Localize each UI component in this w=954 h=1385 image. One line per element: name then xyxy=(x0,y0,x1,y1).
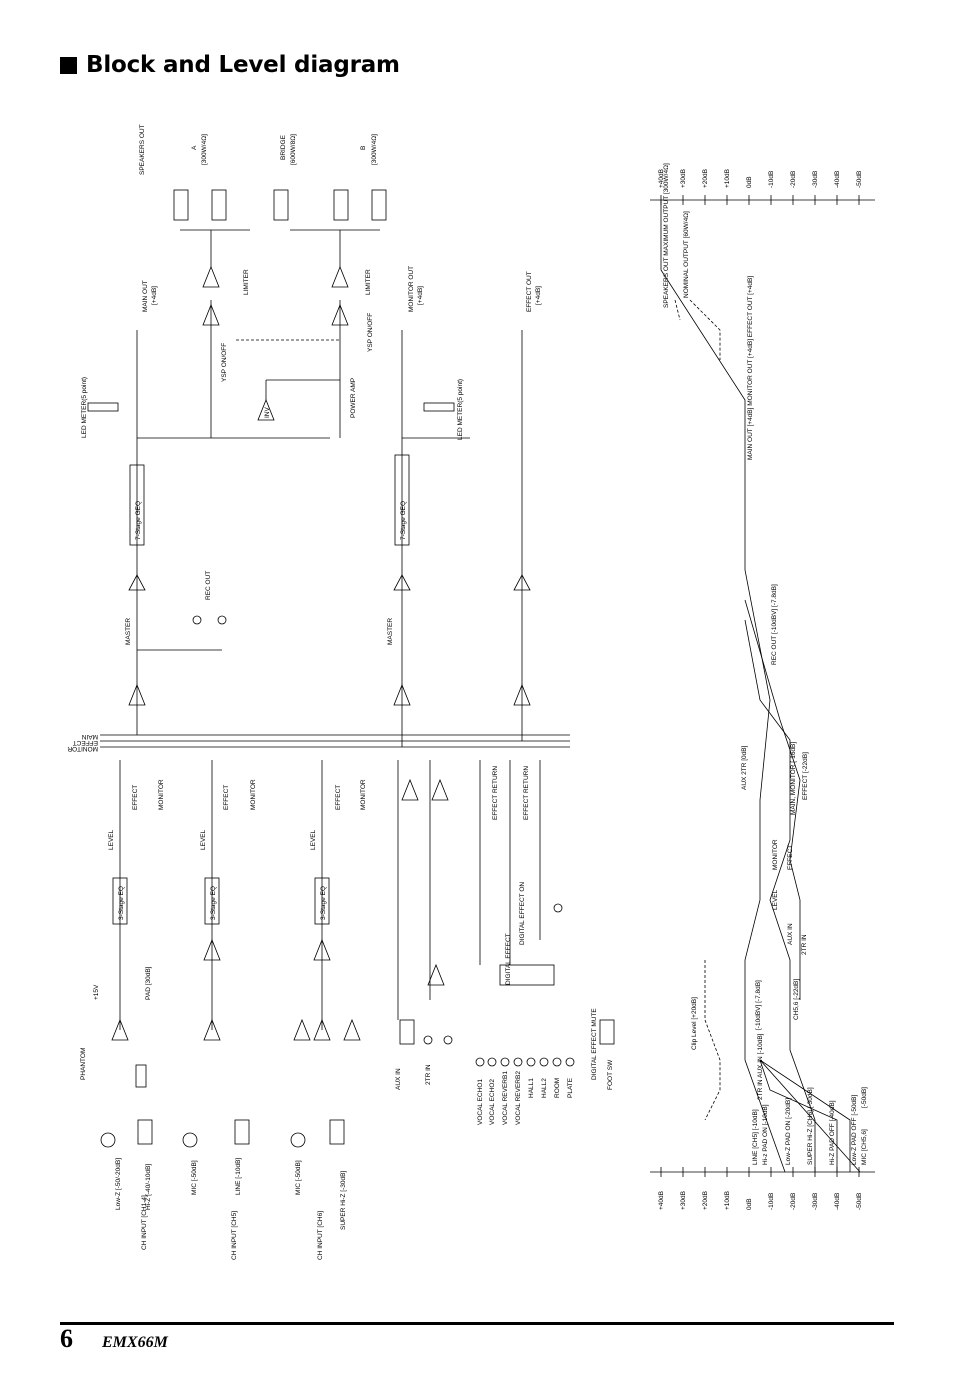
label-out-b: B xyxy=(360,145,367,150)
label-pad: PAD [30dB] xyxy=(145,966,152,1000)
tick-top-9: -50dB xyxy=(856,170,863,188)
label-super-hiz: SUPER Hi-Z [CH6] [-30dB] xyxy=(807,1087,814,1165)
tick-top-2: +20dB xyxy=(702,169,709,188)
label-minus50: [-50dB] xyxy=(861,1087,868,1108)
label-speakers-out: SPEAKERS OUT xyxy=(139,124,146,175)
tick-bottom-0: +40dB xyxy=(658,1191,665,1210)
label-out-a: A xyxy=(191,145,198,150)
label-digital-effect-mute: DIGITAL EFFECT MUTE xyxy=(591,1008,598,1080)
tick-top-8: -40dB xyxy=(834,170,841,188)
label-preset-3: VOCAL REVERB2 xyxy=(515,1071,522,1125)
tick-top-7: -30dB xyxy=(812,170,819,188)
tick-top-1: +30dB xyxy=(680,169,687,188)
label-line: LINE [-10dB] xyxy=(235,1157,242,1195)
label-super-hi-z: SUPER Hi-Z [-30dB] xyxy=(340,1170,347,1230)
label-speakers-max: SPEAKERS OUT MAXIMUM OUTPUT [300W/4Ω] xyxy=(663,163,670,308)
label-ch-10dbv: [-10dBV] [-7.8dB] xyxy=(755,980,762,1030)
label-preset-4: HALL1 xyxy=(528,1078,535,1098)
label-bridge: BRIDGE xyxy=(280,135,287,160)
label-mic: MIC [-50dB] xyxy=(191,1160,198,1195)
tick-top-0: +40dB xyxy=(658,169,665,188)
label-effect-out-level: [+4dB] xyxy=(535,286,542,305)
label-lowz-pad-off: Low-Z PAD OFF [-50dB] xyxy=(851,1094,858,1165)
label-ysp-right: YSP ON/OFF xyxy=(367,312,374,352)
label-main-out-level: [+4dB] xyxy=(151,286,158,305)
page-title: Block and Level diagram xyxy=(86,52,400,78)
label-inv: INV xyxy=(264,407,271,418)
label-out-b-rating: [300W/4Ω] xyxy=(371,134,378,165)
label-eq-ch6: 3-Stage EQ xyxy=(320,886,327,920)
label-ysp-left: YSP ON/OFF xyxy=(221,342,228,382)
label-rec-out: REC OUT xyxy=(205,570,212,600)
label-eq-ch1: 3-Stage EQ xyxy=(118,886,125,920)
label-plus15: +15V xyxy=(93,984,100,1000)
tick-top-5: -10dB xyxy=(768,170,775,188)
label-geq-right: 7-Stage GEQ xyxy=(400,500,407,540)
label-effect-out: EFFECT OUT xyxy=(526,271,533,312)
label-geq-left: 7-Stage GEQ xyxy=(135,500,142,540)
label-preset-1: VOCAL ECHO2 xyxy=(489,1079,496,1125)
footer-rule xyxy=(60,1322,894,1325)
label-monitor-ch6: MONITOR xyxy=(360,779,367,810)
tick-bottom-7: -30dB xyxy=(812,1192,819,1210)
label-effect-chart: EFFECT [-22dB] xyxy=(802,752,809,800)
label-mic-ch56: MIC [CH5,6] xyxy=(861,1129,868,1165)
label-ch1-4: CH INPUT [CH1-4] xyxy=(141,1195,148,1250)
level-line-main xyxy=(661,200,785,1172)
tick-bottom-8: -40dB xyxy=(834,1192,841,1210)
label-preset-2: VOCAL REVERB1 xyxy=(502,1071,509,1125)
label-out-a-rating: [300W/4Ω] xyxy=(201,134,208,165)
label-ch56-chart: CH5,6 [-22dB] xyxy=(793,978,800,1020)
label-monitor-out: MONITOR OUT xyxy=(408,265,415,312)
tick-top-4: 0dB xyxy=(746,176,753,188)
tick-bottom-4: 0dB xyxy=(746,1198,753,1210)
label-foot-sw: FOOT SW xyxy=(607,1059,614,1090)
label-bus-main: MAIN xyxy=(81,733,98,740)
label-power-amp: POWER AMP xyxy=(350,377,357,418)
label-phantom: PHANTOM xyxy=(80,1047,87,1080)
label-hiz-pad-on: Hi-z PAD ON [-10dB] xyxy=(762,1104,769,1165)
label-lowz-pad-on: Low-Z PAD ON [-20dB] xyxy=(785,1097,792,1165)
label-effect-ch1: EFFECT xyxy=(132,784,139,810)
tick-bottom-3: +10dB xyxy=(724,1191,731,1210)
label-2tr-in: 2TR IN xyxy=(425,1064,432,1085)
label-main-mon-eff: MAIN OUT [+4dB] MONITOR OUT [+4dB] EFFECT OUT [+4dB] xyxy=(747,275,754,460)
tick-top-3: +10dB xyxy=(724,169,731,188)
label-nominal: NOMINAL OUTPUT [60W/4Ω] xyxy=(683,211,690,298)
label-limiter-left: LIMITER xyxy=(243,269,250,295)
label-main-monitor: MAIN, MONITOR [-16dB] xyxy=(790,741,797,815)
label-effect-short-chart: EFFECT xyxy=(787,844,794,870)
label-2tr-in-chart: 2TR IN xyxy=(801,934,808,955)
tick-bottom-6: -20dB xyxy=(790,1192,797,1210)
label-preset-7: PLATE xyxy=(567,1077,574,1098)
label-effect-ch5: EFFECT xyxy=(223,784,230,810)
tick-bottom-1: +30dB xyxy=(680,1191,687,1210)
label-limiter-right: LIMITER xyxy=(365,269,372,295)
label-monitor-ch5: MONITOR xyxy=(250,779,257,810)
label-line-ch5: LINE [CH5] [-10dB] xyxy=(752,1109,759,1165)
label-bridge-rating: [600W/8Ω] xyxy=(290,134,297,165)
label-bus-effect: EFFECT xyxy=(72,739,98,746)
label-hi-z: Hi-Z [-40/-10dB] xyxy=(145,1163,152,1210)
label-led-left: LED METER(5 point) xyxy=(81,376,88,438)
label-effect-ch6: EFFECT xyxy=(335,784,342,810)
label-2tr-aux: 2TR IN AUX IN [-10dB] xyxy=(757,1033,764,1100)
label-hiz-pad-off: Hi-Z PAD OFF [-40dB] xyxy=(829,1100,836,1165)
label-aux-2tr: AUX 2TR [0dB] xyxy=(741,745,748,790)
label-led-right: LED METER(5 point) xyxy=(457,378,464,440)
label-level-chart: LEVEL xyxy=(772,889,779,910)
label-digital-effect: DIGITAL EFFECT xyxy=(505,933,512,985)
label-level-ch6: LEVEL xyxy=(310,829,317,850)
label-preset-6: ROOM xyxy=(554,1077,561,1098)
label-low-z: Low-Z [-50/-20dB] xyxy=(115,1157,122,1210)
tick-bottom-5: -10dB xyxy=(768,1192,775,1210)
label-digital-effect-on: DIGITAL EFFECT ON xyxy=(519,881,526,945)
label-clip: Clip Level [+20dB] xyxy=(691,997,698,1050)
label-effect-return-2: EFFECT RETURN xyxy=(523,765,530,820)
label-preset-5: HALL2 xyxy=(541,1078,548,1098)
label-master-left: MASTER xyxy=(125,617,132,645)
label-level-ch1: LEVEL xyxy=(108,829,115,850)
label-level-ch5: LEVEL xyxy=(200,829,207,850)
label-ch5: CH INPUT [CH5] xyxy=(231,1211,238,1260)
label-mic-ch6: MIC [-50dB] xyxy=(295,1160,302,1195)
footer-model: EMX66M xyxy=(102,1334,168,1351)
tick-top-6: -20dB xyxy=(790,170,797,188)
label-eq-ch5: 3-Stage EQ xyxy=(210,886,217,920)
label-rec-out-chart: REC OUT [-10dBV] [-7.8dB] xyxy=(771,584,778,665)
tick-bottom-9: -50dB xyxy=(856,1192,863,1210)
label-monitor-chart: MONITOR xyxy=(772,839,779,870)
label-bus-monitor: MONITOR xyxy=(67,745,98,752)
label-monitor-ch1: MONITOR xyxy=(158,779,165,810)
label-ch6: CH INPUT [CH6] xyxy=(317,1211,324,1260)
label-monitor-out-level: [+4dB] xyxy=(417,286,424,305)
label-aux-in-chart: AUX IN xyxy=(787,923,794,945)
label-effect-return-1: EFFECT RETURN xyxy=(492,765,499,820)
label-main-out: MAIN OUT xyxy=(142,280,149,312)
label-preset-0: VOCAL ECHO1 xyxy=(477,1079,484,1125)
tick-bottom-2: +20dB xyxy=(702,1191,709,1210)
label-aux-in: AUX IN xyxy=(395,1068,402,1090)
label-master-right: MASTER xyxy=(387,617,394,645)
footer-page-number: 6 xyxy=(60,1324,73,1353)
